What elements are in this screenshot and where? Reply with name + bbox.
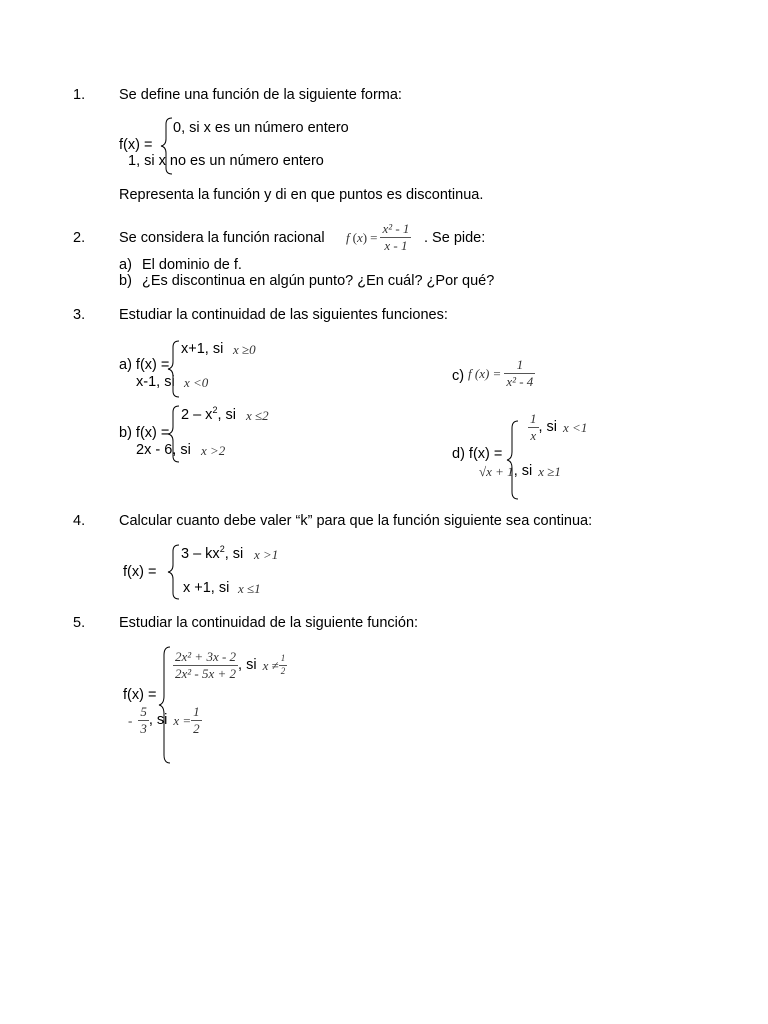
item-3d-case-2: [479, 464, 561, 479]
item-2-sub-a: El dominio de f.: [142, 257, 242, 273]
item-4-case-1-post: , si: [224, 546, 244, 562]
item-2-sub-b-letter: b): [119, 273, 132, 289]
item-5-case-2-cond-denominator: 2: [193, 720, 200, 736]
item-5-number: 5.: [73, 615, 86, 631]
item-4-case-2: x +1, si: [183, 580, 230, 596]
item-2-rparen: ): [362, 229, 368, 245]
item-3d-case-1-denominator: x: [530, 427, 537, 443]
item-3a-case-1: x+1, si: [181, 341, 224, 357]
item-3-number: 3.: [73, 307, 86, 323]
item-1-number: 1.: [73, 87, 86, 103]
item-3c-denominator: x² - 4: [506, 373, 534, 389]
item-3b-case-1-post: , si: [217, 407, 236, 423]
item-4-brace: [167, 544, 181, 600]
item-5-case-2: [128, 705, 202, 735]
item-5-text: Estudiar la continuidad de la siguiente función:: [119, 615, 419, 631]
item-2-fraction: [380, 222, 411, 252]
item-3d-case-2-post: , si: [513, 463, 533, 479]
item-4-func-label: f(x) =: [123, 564, 157, 580]
item-3c-numerator: 1: [516, 357, 524, 372]
item-1-case-2: 1, si x no es un número entero: [128, 153, 324, 169]
item-4-case-1-cond: x >1: [254, 547, 279, 562]
item-5-case-2-numerator: 5: [140, 704, 147, 719]
item-3d-case-1-numerator: 1: [530, 411, 537, 426]
item-5-case-1-fraction: [173, 650, 238, 680]
item-3d-brace: [506, 420, 520, 500]
item-3d-case-1-cond: x <1: [563, 419, 588, 435]
item-4-case-2-cond: x ≤1: [238, 581, 261, 596]
item-1-case-1: 0, si x es un número entero: [173, 120, 349, 136]
item-3a-case-2-cond: x <0: [184, 375, 209, 390]
item-5-case-2-post: , si: [148, 711, 168, 728]
item-3b-case-2: 2x - 6, si: [136, 442, 191, 458]
item-5-case-1-cond-fraction: [279, 654, 288, 676]
item-4-case-1: [181, 544, 244, 562]
item-5-case-2-minus: -: [128, 712, 133, 728]
item-5-case-1-cond-denominator: 2: [280, 665, 286, 676]
item-1-text: Se define una función de la siguiente forma:: [119, 87, 402, 103]
item-3d-case-1-post: , si: [538, 418, 558, 435]
item-2-text-after: . Se pide:: [424, 230, 486, 246]
item-5-case-2-cond-lhs: x =: [173, 712, 192, 728]
item-3c-function: [468, 358, 535, 388]
item-3b-case-1: [181, 405, 236, 423]
item-5-func-label: f(x) =: [123, 687, 157, 703]
item-2-f: f: [346, 229, 350, 245]
item-5-case-1-cond-lhs: x ≠: [262, 657, 279, 673]
item-3a-label: a) f(x) =: [119, 357, 170, 373]
item-2-lparen: (: [352, 229, 357, 245]
item-2-text-before: Se considera la función racional: [119, 230, 325, 246]
item-2-sub-a-letter: a): [119, 257, 132, 273]
item-3c-fx: f (x) =: [468, 365, 502, 381]
item-4-text: Calcular cuanto debe valer “k” para que la función siguiente sea continua:: [119, 513, 593, 529]
item-4-case-1-exp: 2: [219, 544, 225, 555]
item-3c-fraction: [504, 358, 535, 388]
item-1-note: Representa la función y di en que puntos es discontinua.: [119, 187, 484, 203]
item-3d-case-1-fraction: [528, 412, 539, 442]
item-4-number: 4.: [73, 513, 86, 529]
item-5-case-2-fraction: [138, 705, 149, 735]
item-3d-case-1: [528, 412, 587, 442]
item-5-case-2-cond-numerator: 1: [193, 704, 200, 719]
item-2-eq: =: [370, 229, 378, 245]
item-5-case-1-numerator: 2x² + 3x - 2: [175, 649, 237, 664]
item-1-func-label: f(x) =: [119, 137, 153, 153]
item-3b-case-2-cond: x >2: [201, 443, 226, 458]
item-3d-case-2-expr: √x + 1: [479, 463, 514, 479]
item-5-case-2-cond-fraction: [191, 705, 202, 735]
item-3b-case-1-pre: 2 – x: [181, 407, 213, 423]
item-3d-label: d) f(x) =: [452, 446, 503, 462]
item-3c-label: c): [452, 368, 465, 384]
item-3a-case-1-cond: x ≥0: [233, 342, 256, 357]
item-2-x: x: [356, 229, 363, 245]
item-5-case-2-denominator: 3: [140, 720, 147, 736]
item-3-text: Estudiar la continuidad de las siguientes funciones:: [119, 307, 448, 323]
item-2-sub-b: ¿Es discontinua en algún punto? ¿En cuál? ¿Por qué?: [142, 273, 495, 289]
item-3b-case-1-cond: x ≤2: [246, 408, 269, 423]
item-4-case-1-pre: 3 – kx: [181, 546, 220, 562]
item-5-case-1: [173, 650, 287, 680]
item-3b-case-1-exp: 2: [212, 405, 218, 416]
item-5-case-1-cond-numerator: 1: [280, 653, 286, 664]
item-5-case-1-denominator: 2x² - 5x + 2: [175, 665, 237, 681]
item-3a-case-2: x-1, si: [136, 374, 175, 390]
item-3b-label: b) f(x) =: [119, 425, 170, 441]
item-5-case-1-post: , si: [238, 656, 257, 673]
item-2-rational-function: [346, 222, 411, 252]
item-2-denominator: x - 1: [384, 237, 408, 253]
item-2-numerator: x² - 1: [382, 221, 410, 236]
item-3d-case-2-cond: x ≥1: [538, 463, 561, 479]
item-2-number: 2.: [73, 230, 86, 246]
